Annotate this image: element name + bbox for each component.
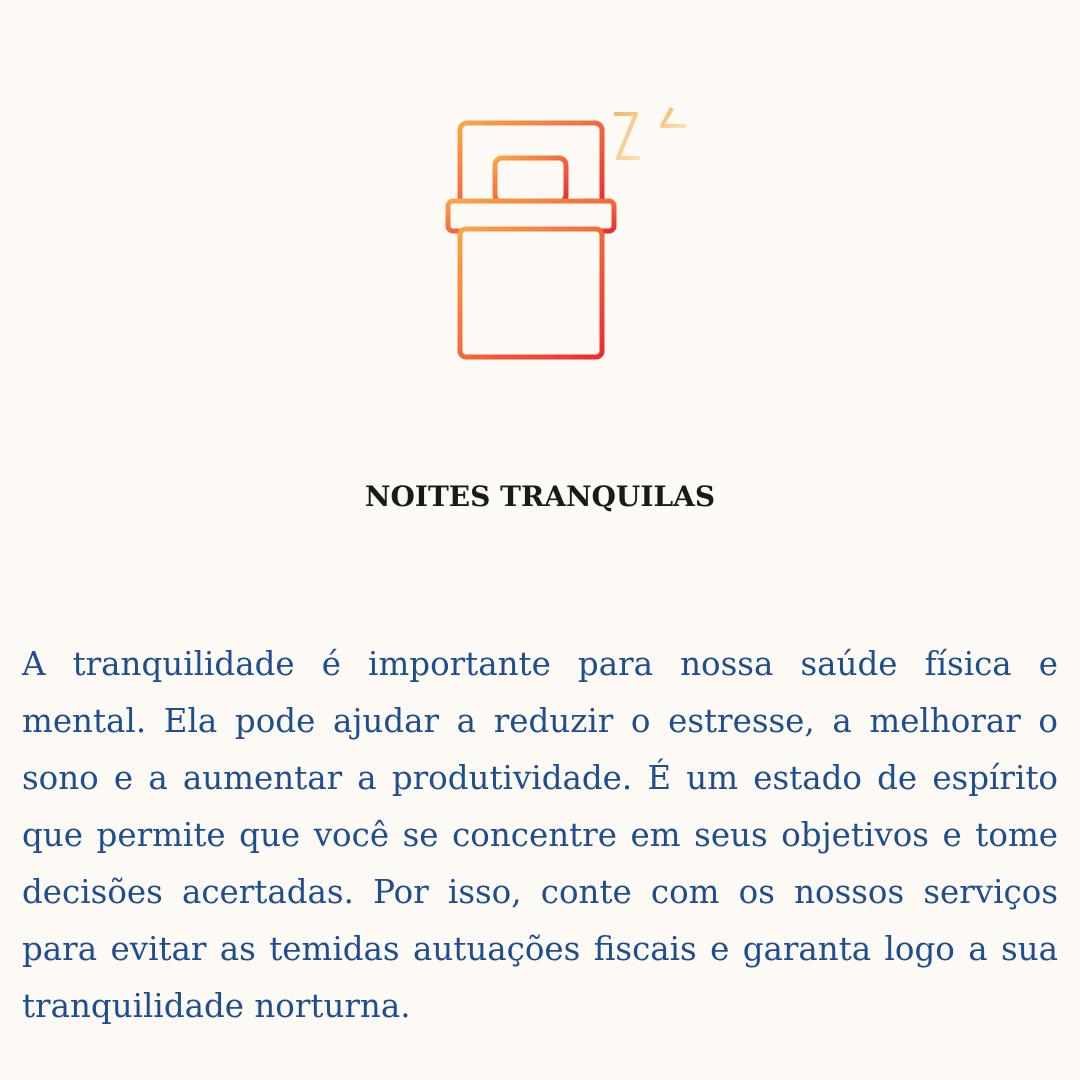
body-paragraph: A tranquilidade é importante para nossa saúde física e mental. Ela pode ajudar a reduzir o estresse, a melhorar o sono e a aumentar a produtividade. É um estado de espírito que permite que você se concentre em seus objetivos e tome decisões acertadas. Por isso, conte com os nossos serviços para evitar as temidas autuações fiscais e garanta logo a sua tranquilidade norturna. xyxy=(22,645,1058,1025)
blanket-shape xyxy=(460,229,602,357)
pillow-shape xyxy=(495,158,566,202)
bed-illustration xyxy=(440,100,700,370)
sleep-z-small xyxy=(662,108,686,126)
sleep-z-large xyxy=(614,114,640,158)
sleeping-bed-icon xyxy=(440,100,700,370)
page-title: NOITES TRANQUILAS xyxy=(364,480,716,513)
